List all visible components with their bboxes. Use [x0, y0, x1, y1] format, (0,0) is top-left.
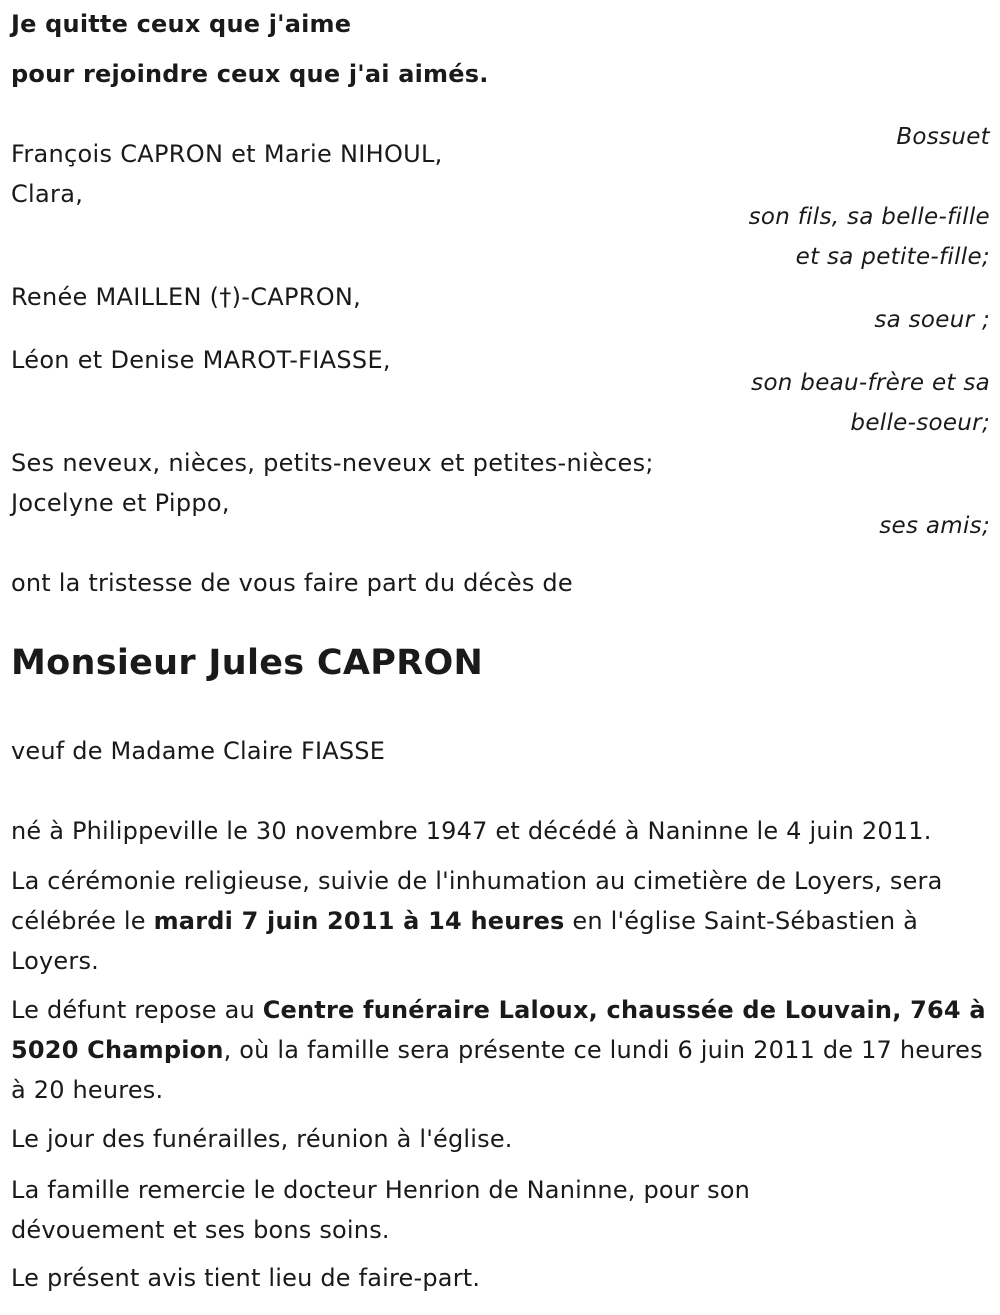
family-relation-line: sa soeur ;	[874, 307, 990, 333]
announcement: ont la tristesse de vous faire part du décès de	[11, 569, 573, 597]
epitaph-line-1: Je quitte ceux que j'aime	[11, 10, 352, 38]
deceased-name: Monsieur Jules CAPRON	[11, 643, 484, 683]
family-name-line: Renée MAILLEN (†)-CAPRON,	[11, 283, 362, 311]
ceremony-date: mardi 7 juin 2011 à 14 heures	[153, 907, 565, 935]
family-relation-line: son beau-frère et sa	[751, 370, 990, 396]
notice-line: Le présent avis tient lieu de faire-part.	[11, 1264, 481, 1292]
gathering-line: Le jour des funérailles, réunion à l'église.	[11, 1125, 513, 1153]
place: Bossuet	[896, 124, 990, 150]
family-relation-line: ses amis;	[879, 513, 990, 539]
ceremony-text-end: en l'église Saint-Sébastien à Loyers.	[11, 907, 919, 975]
family-relation-line: belle-soeur;	[850, 410, 990, 436]
rest-text-end: , où la famille sera présente ce lundi 6 juin 2011 de 17 heures à 20 heures.	[11, 1036, 983, 1104]
family-name-line: Ses neveux, nièces, petits-neveux et petites-nièces;	[11, 449, 654, 477]
family-name-line: François CAPRON et Marie NIHOUL,	[11, 140, 443, 168]
family-name-line: Jocelyne et Pippo,	[11, 489, 230, 517]
family-relation-line: son fils, sa belle-fille	[748, 204, 990, 230]
birth-death-line: né à Philippeville le 30 novembre 1947 et décédé à Naninne le 4 juin 2011.	[11, 817, 932, 845]
ceremony-paragraph	[11, 861, 981, 981]
thanks-paragraph: La famille remercie le docteur Henrion de Naninne, pour son dévouement et ses bons soins.	[11, 1176, 751, 1244]
family-name-line: Clara,	[11, 180, 84, 208]
rest-paragraph	[11, 990, 986, 1110]
funeral-home: Centre funéraire Laloux, chaussée de Louvain, 764 à 5020 Champion	[11, 996, 986, 1064]
widower-line: veuf de Madame Claire FIASSE	[11, 737, 386, 765]
rest-text: Le défunt repose au	[11, 996, 263, 1024]
epitaph-line-2: pour rejoindre ceux que j'ai aimés.	[11, 60, 489, 88]
family-relation-line: et sa petite-fille;	[795, 244, 990, 270]
family-name-line: Léon et Denise MAROT-FIASSE,	[11, 346, 391, 374]
ceremony-text: La cérémonie religieuse, suivie de l'inhumation au cimetière de Loyers, sera célébrée le	[11, 867, 943, 935]
